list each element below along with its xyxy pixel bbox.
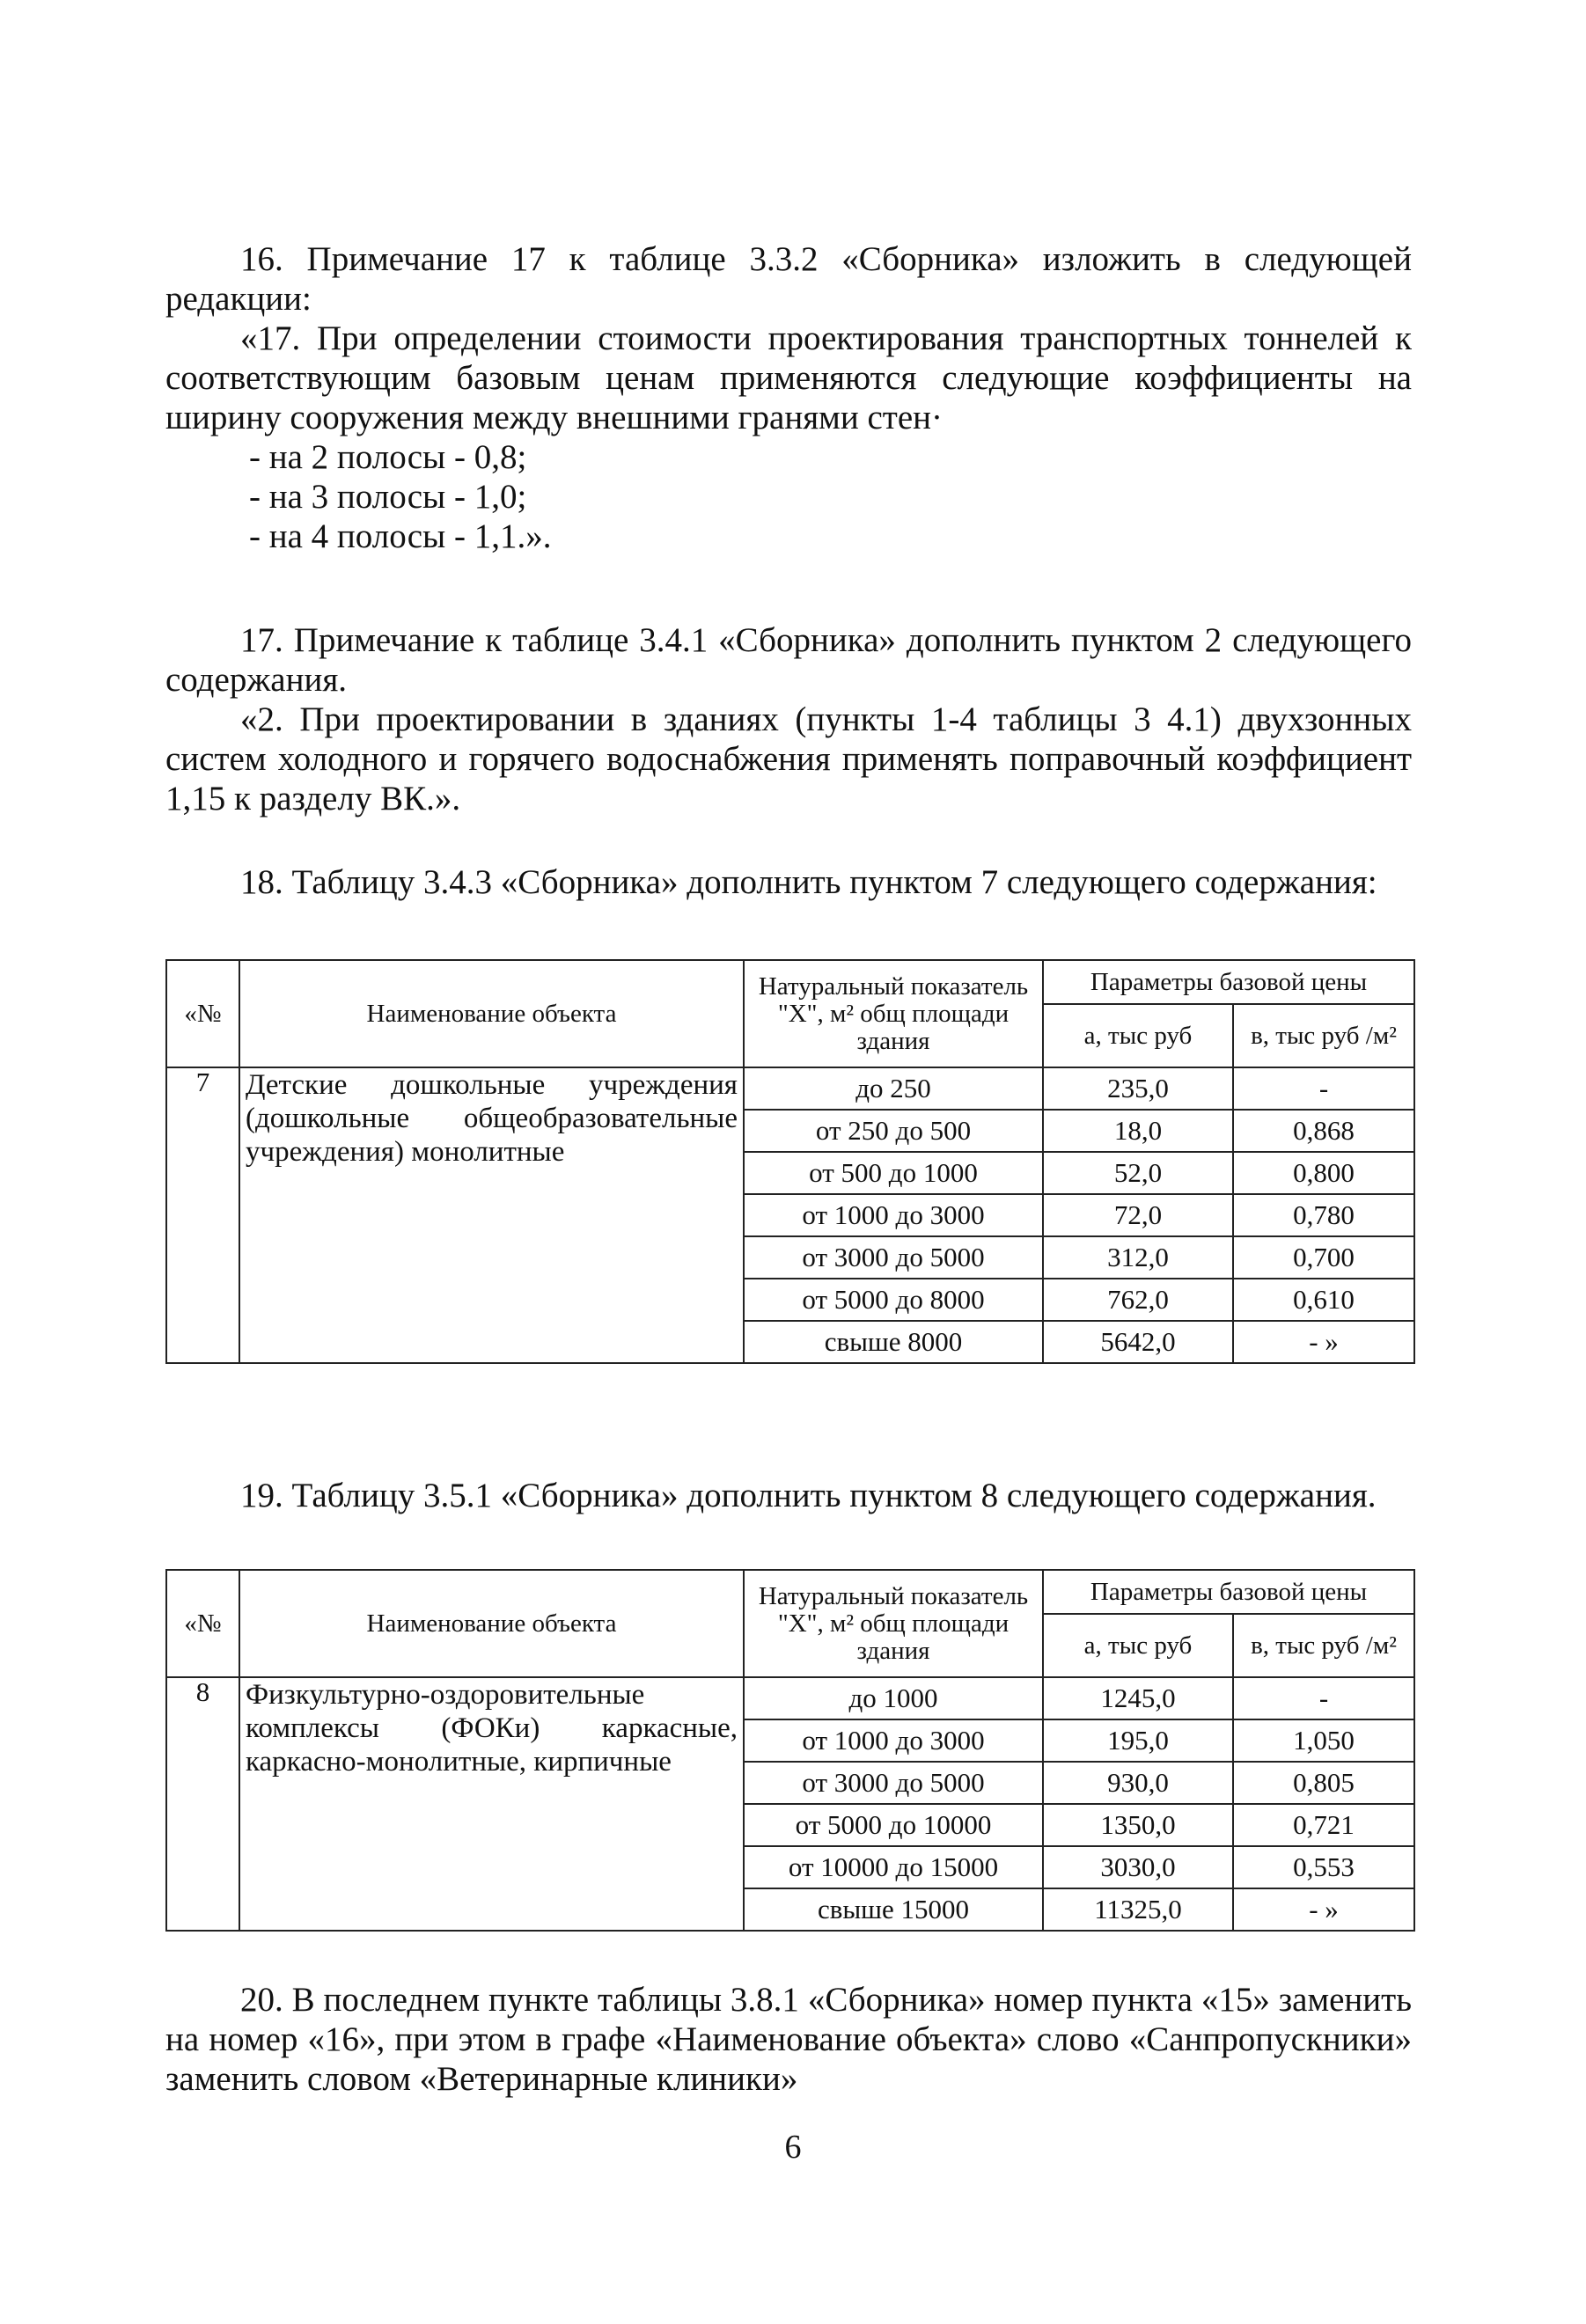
page-number: 6 [784,2129,802,2166]
table-item-7 [165,959,1415,1364]
cell-natural: свыше 8000 [744,1321,1043,1363]
cell-a: 72,0 [1043,1194,1233,1236]
cell-a: 52,0 [1043,1152,1233,1194]
header-base-price-params: Параметры базовой цены [1043,1570,1414,1614]
header-param-b: в, тыс руб /м² [1233,1614,1414,1677]
header-param-b: в, тыс руб /м² [1233,1004,1414,1067]
table-item-8 [165,1569,1415,1932]
header-object-name: Наименование объекта [239,960,744,1067]
cell-b: 0,553 [1233,1846,1414,1888]
paragraph-17-quote: «2. При проектировании в зданиях (пункты 1-4 таблицы 3 4.1) двухзонных систем холодного и горячего водоснабжения применять поправочный коэффициент 1,15 к разделу ВК.». [165,700,1412,817]
cell-a: 3030,0 [1043,1846,1233,1888]
paragraph-16-quote: «17. При определении стоимости проектирования транспортных тоннелей к соответствующим базовым ценам применяются следующие коэффициенты на ширину сооружения между внешними гранями стен· [165,319,1412,436]
item-number: 8 [166,1677,239,1931]
cell-a: 235,0 [1043,1067,1233,1110]
paragraph-20-text: 20. В последнем пункте таблицы 3.8.1 «Сборника» номер пункта «15» заменить на номер «16», при этом в графе «Наименование объекта» слово «Санпропускники» заменить словом «Ветеринарные клиники» [165,1981,1412,2098]
header-number: «№ [166,1570,239,1677]
cell-b: 0,800 [1233,1152,1414,1194]
cell-b: - [1233,1677,1414,1719]
header-natural-indicator: Натуральный показатель "Х", м² общ площади здания [744,960,1043,1067]
cell-natural: от 1000 до 3000 [744,1719,1043,1762]
header-object-name: Наименование объекта [239,1570,744,1677]
cell-b: - » [1233,1888,1414,1931]
header-param-a: а, тыс руб [1043,1614,1233,1677]
cell-natural: от 500 до 1000 [744,1152,1043,1194]
paragraph-19 [165,1476,1412,1515]
cell-natural: до 250 [744,1067,1043,1110]
paragraph-17-intro: 17. Примечание к таблице 3.4.1 «Сборника» дополнить пунктом 2 следующего содержания. [165,621,1412,699]
cell-natural: от 5000 до 8000 [744,1279,1043,1321]
object-name: Физкультурно-оздоровительные комплексы (ФОКи) каркасные, каркасно-монолитные, кирпичные [239,1677,744,1931]
item-number: 7 [166,1067,239,1363]
cell-natural: от 1000 до 3000 [744,1194,1043,1236]
cell-a: 1245,0 [1043,1677,1233,1719]
cell-a: 18,0 [1043,1110,1233,1152]
cell-a: 930,0 [1043,1762,1233,1804]
cell-a: 312,0 [1043,1236,1233,1279]
cell-b: 0,610 [1233,1279,1414,1321]
paragraph-16-intro: 16. Примечание 17 к таблице 3.3.2 «Сборника» изложить в следующей редакции: [165,240,1412,318]
cell-b: - » [1233,1321,1414,1363]
paragraph-17 [165,620,1412,818]
header-base-price-params: Параметры базовой цены [1043,960,1414,1004]
cell-natural: от 10000 до 15000 [744,1846,1043,1888]
paragraph-18 [165,862,1412,902]
paragraph-18-text: 18. Таблицу 3.4.3 «Сборника» дополнить пунктом 7 следующего содержания: [240,863,1377,901]
cell-b: 0,805 [1233,1762,1414,1804]
header-number: «№ [166,960,239,1067]
list-item: - на 3 полосы - 1,0; [249,478,527,516]
list-item: - на 2 полосы - 0,8; [249,438,527,476]
cell-a: 195,0 [1043,1719,1233,1762]
cell-natural: свыше 15000 [744,1888,1043,1931]
cell-natural: от 5000 до 10000 [744,1804,1043,1846]
paragraph-19-text: 19. Таблицу 3.5.1 «Сборника» дополнить пунктом 8 следующего содержания. [240,1477,1377,1514]
cell-natural: от 250 до 500 [744,1110,1043,1152]
cell-natural: от 3000 до 5000 [744,1762,1043,1804]
cell-b: 0,721 [1233,1804,1414,1846]
object-name: Детские дошкольные учреждения (дошкольные общеобразовательные учреждения) монолитные [239,1067,744,1363]
header-param-a: а, тыс руб [1043,1004,1233,1067]
cell-a: 762,0 [1043,1279,1233,1321]
cell-b: - [1233,1067,1414,1110]
cell-a: 11325,0 [1043,1888,1233,1931]
list-item: - на 4 полосы - 1,1.». [249,517,552,555]
paragraph-16 [165,239,1412,556]
paragraph-20 [165,1980,1412,2099]
cell-a: 1350,0 [1043,1804,1233,1846]
cell-b: 0,780 [1233,1194,1414,1236]
cell-natural: от 3000 до 5000 [744,1236,1043,1279]
cell-b: 0,868 [1233,1110,1414,1152]
cell-a: 5642,0 [1043,1321,1233,1363]
cell-b: 1,050 [1233,1719,1414,1762]
cell-natural: до 1000 [744,1677,1043,1719]
cell-b: 0,700 [1233,1236,1414,1279]
header-natural-indicator: Натуральный показатель "Х", м² общ площади здания [744,1570,1043,1677]
